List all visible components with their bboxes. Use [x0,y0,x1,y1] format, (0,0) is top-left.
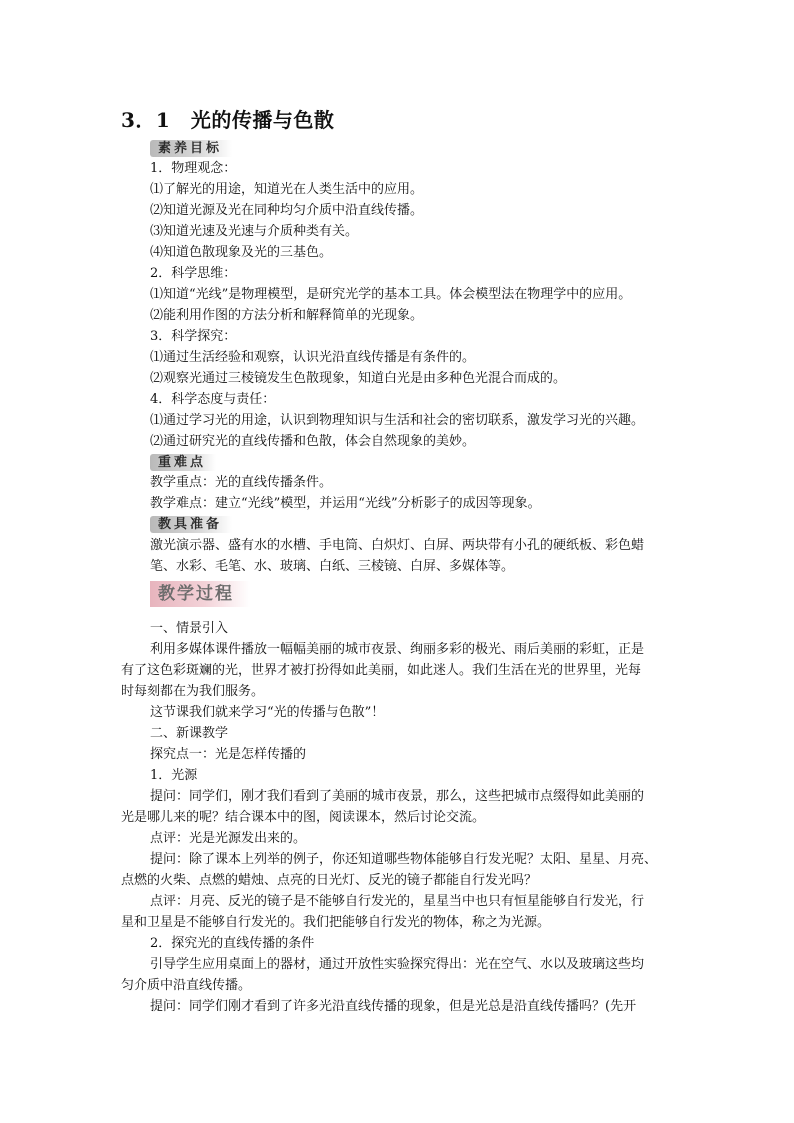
objective-item: ⑶知道光速及光速与介质种类有关。 [150,224,359,239]
paragraph-line: 有了这色彩斑斓的光，世界才被打扮得如此美丽，如此迷人。我们生活在光的世界里，光每 [121,663,642,678]
objective-item: ⑵通过研究光的直线传播和色散，体会自然现象的美妙。 [150,434,476,449]
paragraph-line: 这节课我们就来学习“光的传播与色散”！ [150,705,385,720]
page-title: 3．1 光的传播与色散 [121,108,335,132]
objective-item: ⑷知道色散现象及光的三基色。 [150,245,333,260]
process-section-heading: 二、新课教学 [150,726,229,741]
topic-heading: 探究点一：光是怎样传播的 [150,747,307,762]
objective-heading-3: 3．科学探究： [150,329,237,344]
materials-text: 笔、水彩、毛笔、水、玻璃、白纸、三棱镜、白屏、多媒体等。 [150,559,515,574]
objective-item: ⑵知道光源及光在同种均匀介质中沿直线传播。 [150,203,424,218]
section-header-materials: 教具准备 [150,516,232,533]
objective-item: ⑵能利用作图的方法分析和解释简单的光现象。 [150,308,424,323]
paragraph-line: 点评：月亮、反光的镜子是不能够自行发光的，星星当中也只有恒星能够自行发光，行 [150,894,645,909]
paragraph-line: 引导学生应用桌面上的器材，通过开放性实验探究得出：光在空气、水以及玻璃这些均 [150,957,645,972]
section-header-keypoints: 重难点 [150,454,216,471]
process-section-heading: 一、情景引入 [150,621,229,636]
paragraph-line: 提问：同学们刚才看到了许多光沿直线传播的现象，但是光总是沿直线传播吗？(先开 [150,999,637,1014]
key-focus: 教学重点：光的直线传播条件。 [150,475,333,490]
paragraph-line: 匀介质中沿直线传播。 [121,978,252,993]
paragraph-line: 利用多媒体课件播放一幅幅美丽的城市夜景、绚丽多彩的极光、雨后美丽的彩虹，正是 [150,642,645,657]
section-header-objectives: 素养目标 [150,140,232,157]
objective-item: ⑴知道“光线”是物理模型，是研究光学的基本工具。体会模型法在物理学中的应用。 [150,287,632,302]
objective-heading-4: 4．科学态度与责任： [150,392,276,407]
objective-item: ⑴通过生活经验和观察，认识光沿直线传播是有条件的。 [150,350,476,365]
objective-heading-2: 2．科学思维： [150,266,237,281]
paragraph-line: 星和卫星是不能够自行发光的。我们把能够自行发光的物体，称之为光源。 [121,915,551,930]
paragraph-line: 时每刻都在为我们服务。 [121,684,265,699]
objective-item: ⑴了解光的用途，知道光在人类生活中的应用。 [150,182,424,197]
section-header-process: 教学过程 [150,581,250,607]
materials-text: 激光演示器、盛有水的水槽、手电筒、白炽灯、白屏、两块带有小孔的硬纸板、彩色蜡 [150,538,645,553]
sub-heading: 2．探究光的直线传播的条件 [150,936,315,951]
objective-item: ⑵观察光通过三棱镜发生色散现象，知道白光是由多种色光混合而成的。 [150,371,567,386]
key-difficulty: 教学难点：建立“光线”模型，并运用“光线”分析影子的成因等现象。 [150,496,541,511]
sub-heading: 1．光源 [150,768,198,783]
paragraph-line: 点燃的火柴、点燃的蜡烛、点亮的日光灯、反光的镜子都能自行发光吗？ [121,873,538,888]
objective-heading-1: 1．物理观念： [150,161,237,176]
paragraph-line: 提问：除了课本上列举的例子，你还知道哪些物体能够自行发光呢？太阳、星星、月亮、 [150,852,658,867]
paragraph-line: 点评：光是光源发出来的。 [150,831,307,846]
objective-item: ⑴通过学习光的用途，认识到物理知识与生活和社会的密切联系，激发学习光的兴趣。 [150,413,645,428]
paragraph-line: 提问：同学们，刚才我们看到了美丽的城市夜景，那么，这些把城市点缀得如此美丽的 [150,789,645,804]
paragraph-line: 光是哪儿来的呢？结合课本中的图，阅读课本，然后讨论交流。 [121,810,486,825]
